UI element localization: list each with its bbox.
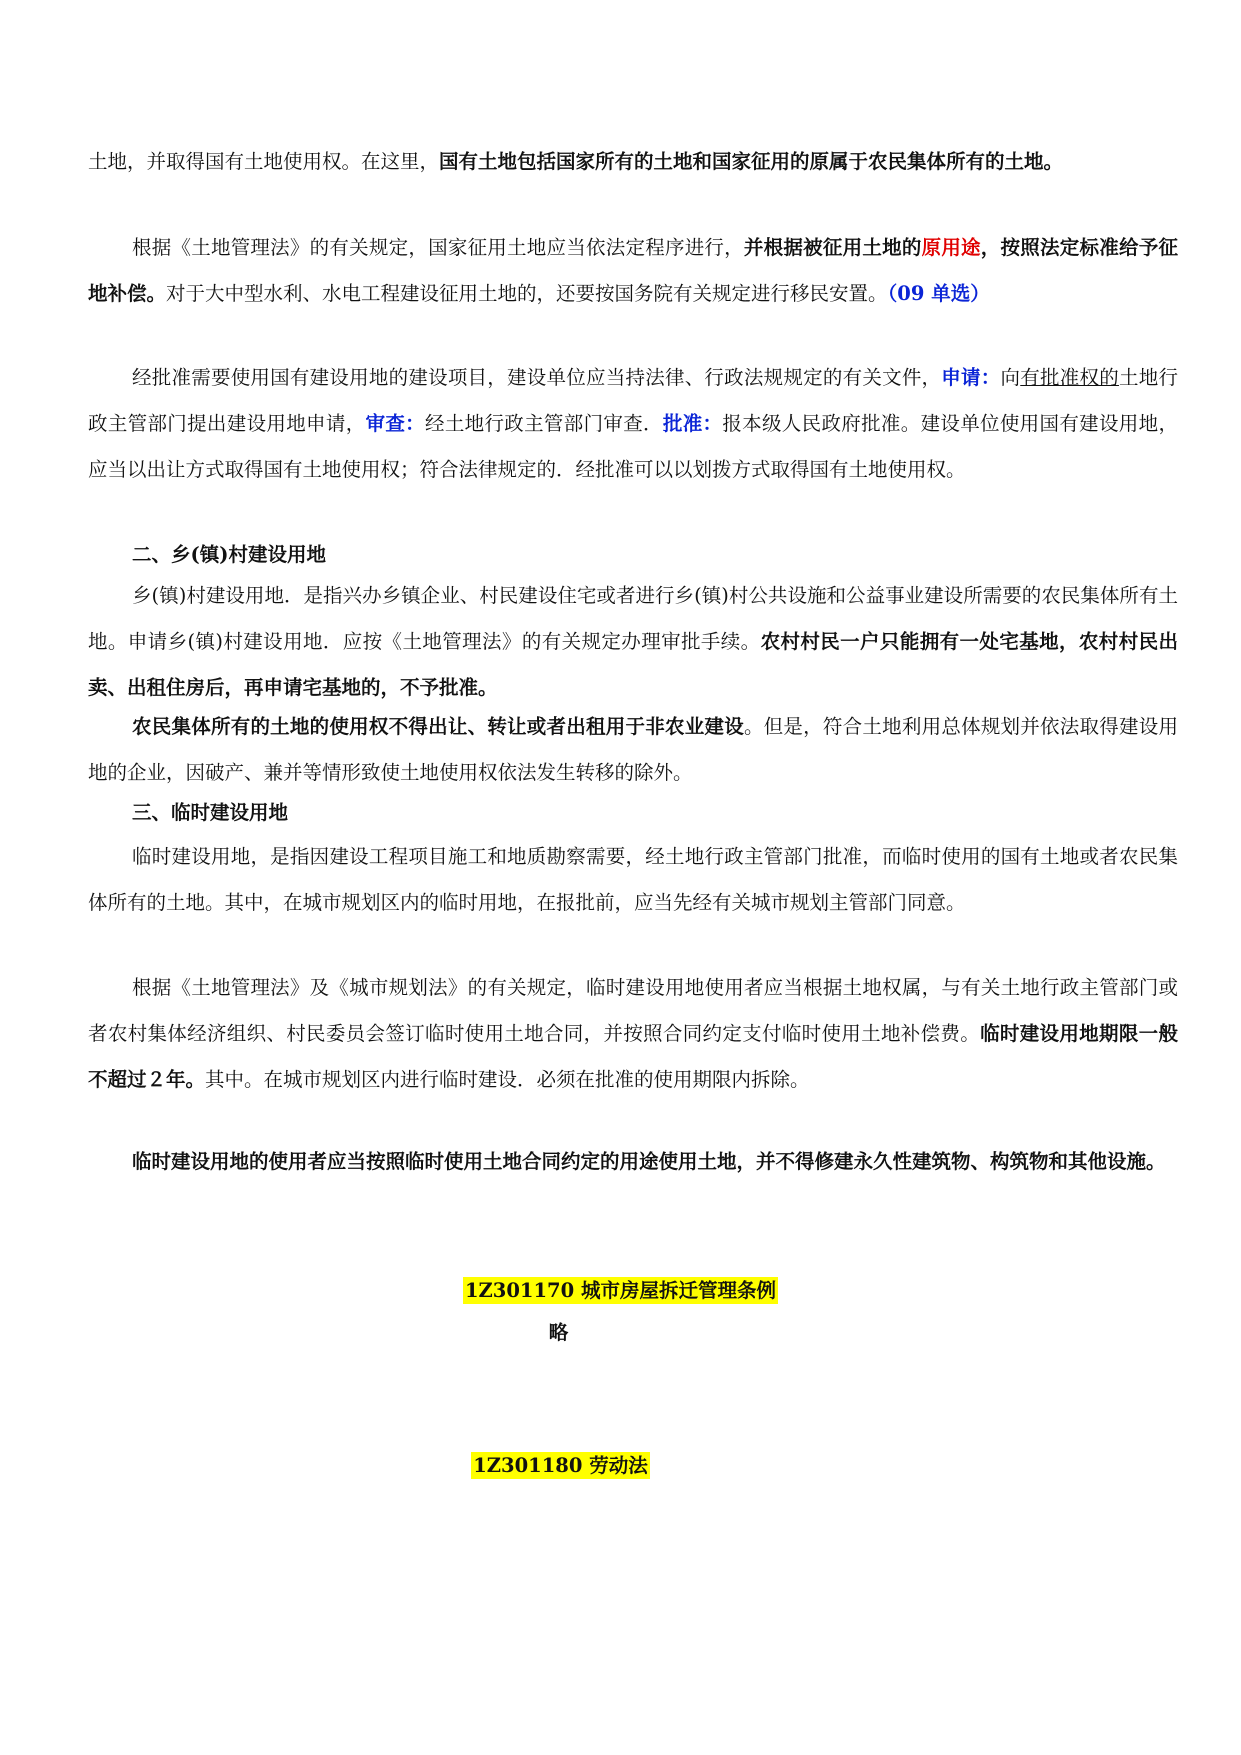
paragraph-temporary-land-definition xyxy=(88,834,1178,926)
text-run: 报本级人民政府批准。建设单位使用国有建设用地，应当以出让方式取得国有土地使用权；符合法律规定的．经批准可以以划拨方式取得国有土地使用权。 xyxy=(88,412,1178,481)
bold-text: 临时建设用地的使用者应当按照临时使用土地合同约定的用途使用土地，并不得修建永久性建筑物、构筑物和其他设施。 xyxy=(132,1150,1166,1173)
text-run: 根据《土地管理法》的有关规定，国家征用土地应当依法定程序进行， xyxy=(132,236,744,259)
paragraph-state-land xyxy=(88,139,1178,185)
step-label-review: 审查： xyxy=(365,412,425,435)
section-title-demolition-regulations xyxy=(0,1276,1241,1306)
text-run: 根据《土地管理法》及《城市规划法》的有关规定，临时建设用地使用者应当根据土地权属，与有关土地行政主管部门或者农村集体经济组织、村民委员会签订临时使用土地合同，并按照合同约定支付临时使用土地补偿费。 xyxy=(88,976,1178,1045)
paragraph-approval-process xyxy=(88,355,1178,493)
text-run: 临时建设用地，是指因建设工程项目施工和地质勘察需要，经土地行政主管部门批准，而临时使用的国有土地或者农民集体所有的土地。其中，在城市规划区内的临时用地，在报批前，应当先经有关城市规划主管部门同意。 xyxy=(88,845,1178,914)
bold-text: 农民集体所有的土地的使用权不得出让、转让或者出租用于非农业建设 xyxy=(132,715,744,738)
underlined-text: 有批准权的 xyxy=(1020,366,1119,389)
text-run: 。但是，符合土地利用总体规划并依法取得建设用地的企业，因破产、兼并等情形致使土地使用权依法发生转移的除外。 xyxy=(88,715,1178,784)
section-heading-temporary-land: 三、临时建设用地 xyxy=(132,801,289,824)
text-run: 土地行政主管部门提出建设用地申请， xyxy=(88,366,1178,435)
text-run: 土地，并取得国有土地使用权。在这里， xyxy=(88,150,440,173)
text-run: 经批准需要使用国有建设用地的建设项目，建设单位应当持法律、行政法规规定的有关文件， xyxy=(132,366,942,389)
bold-text: 国有土地包括国家所有的土地和国家征用的原属于农民集体所有的土地。 xyxy=(439,150,1064,173)
section-body-omitted: 略 xyxy=(548,1321,569,1344)
text-run: 向 xyxy=(1000,366,1021,389)
bold-text: 临时建设用地期限一般不超过２年。 xyxy=(88,1022,1178,1091)
paragraph-land-requisition xyxy=(88,225,1178,317)
step-label-apply: 申请： xyxy=(941,366,1001,389)
section-heading-township-land: 二、乡(镇)村建设用地 xyxy=(132,543,326,566)
paragraph-collective-land xyxy=(88,704,1178,796)
highlighted-title: 1Z301180 劳动法 xyxy=(473,1454,648,1477)
text-run: 其中。在城市规划区内进行临时建设．必须在批准的使用期限内拆除。 xyxy=(205,1068,810,1091)
bold-text: ，按照法定标准给予征地补偿。 xyxy=(88,236,1178,305)
red-emphasis-text: 原用途 xyxy=(921,236,981,259)
bold-text: 并根据被征用土地的 xyxy=(743,236,922,259)
paragraph-township-land xyxy=(88,573,1178,711)
text-run: 对于大中型水利、水电工程建设征用土地的，还要按国务院有关规定进行移民安置。 xyxy=(166,282,888,305)
exam-note: （09 单选） xyxy=(887,282,990,305)
highlighted-title: 1Z301170 城市房屋拆迁管理条例 xyxy=(464,1279,776,1302)
step-label-approve: 批准： xyxy=(662,412,723,435)
section-title-labor-law xyxy=(0,1451,1181,1481)
text-run: 乡(镇)村建设用地．是指兴办乡镇企业、村民建设住宅或者进行乡(镇)村公共设施和公益事业建设所需要的农民集体所有土地。申请乡(镇)村建设用地．应按《土地管理法》的有关规定办理审批手续。 xyxy=(88,584,1178,653)
paragraph-temporary-land-contract xyxy=(88,965,1178,1103)
text-run: 经土地行政主管部门审查． xyxy=(425,412,663,435)
bold-text: 农村村民一户只能拥有一处宅基地，农村村民出卖、出租住房后，再申请宅基地的，不予批准。 xyxy=(88,630,1178,699)
paragraph-temporary-land-use xyxy=(88,1139,1178,1185)
